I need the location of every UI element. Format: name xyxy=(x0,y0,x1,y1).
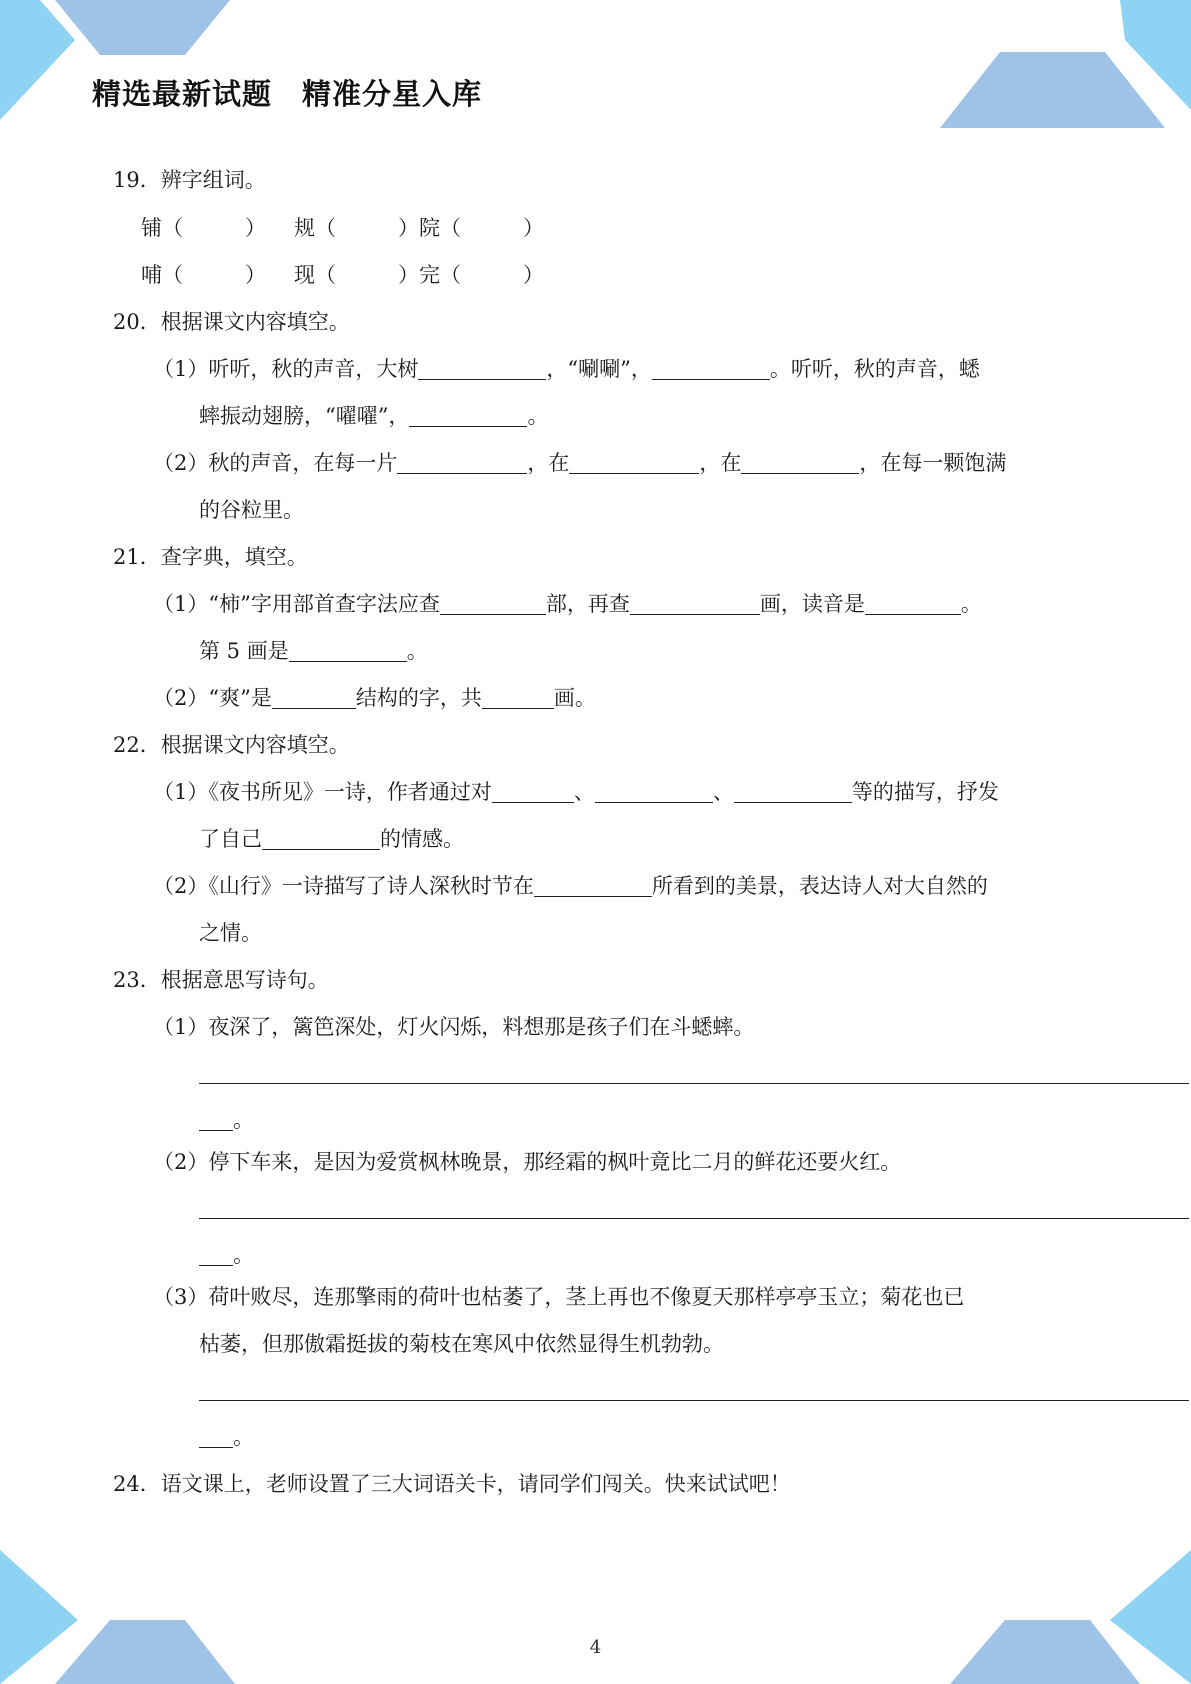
blank[interactable] xyxy=(418,357,546,380)
blank[interactable] xyxy=(397,451,527,474)
blank[interactable] xyxy=(652,357,770,380)
blank[interactable] xyxy=(595,780,713,803)
q22-part-2-cont: 之情。 xyxy=(199,921,262,945)
q22-part-2: （2）《山行》一诗描写了诗人深秋时节在 所看到的美景，表达诗人对大自然的 xyxy=(153,874,988,898)
blank[interactable] xyxy=(289,639,407,662)
blank[interactable] xyxy=(409,404,527,427)
answer-line-end: 。 xyxy=(199,1422,254,1452)
q20-part-2: （2）秋的声音，在每一片 ，在 ，在 ，在每一颗饱满 xyxy=(153,451,1007,475)
q22-title: 22．根据课文内容填空。 xyxy=(113,733,350,757)
q21-part-1: （1）“柿”字用部首查字法应查 部，再查 画，读音是 。 xyxy=(153,592,982,616)
answer-line[interactable] xyxy=(199,1400,1189,1401)
q19-title: 19．辨字组词。 xyxy=(113,168,266,192)
q21-title: 21．查字典，填空。 xyxy=(113,545,308,569)
answer-line[interactable] xyxy=(199,1083,1189,1084)
q20-part-2-cont: 的谷粒里。 xyxy=(199,498,304,522)
q19-row-1: 铺（ ） 规（ ）院（ ） xyxy=(141,216,544,240)
q22-part-1-cont: 了自己 的情感。 xyxy=(199,827,464,851)
q20-part-1-cont: 蟀振动翅膀，“嚁嚁”， 。 xyxy=(199,404,549,428)
blank[interactable] xyxy=(440,592,546,615)
q23-part-3-cont: 枯萎，但那傲霜挺拔的菊枝在寒风中依然显得生机勃勃。 xyxy=(199,1332,724,1356)
blank[interactable] xyxy=(272,686,356,709)
answer-line-end: 。 xyxy=(199,1105,254,1135)
q21-part-2: （2）“爽”是 结构的字，共 画。 xyxy=(153,686,596,710)
answer-line-end: 。 xyxy=(199,1240,254,1270)
blank[interactable] xyxy=(569,451,699,474)
q24-title: 24．语文课上，老师设置了三大词语关卡，请同学们闯关。快来试试吧！ xyxy=(113,1472,791,1496)
blank[interactable] xyxy=(741,451,859,474)
q23-part-1: （1）夜深了，篱笆深处，灯火闪烁，料想那是孩子们在斗蟋蟀。 xyxy=(153,1015,755,1039)
blank[interactable] xyxy=(262,827,380,850)
q19-row-2: 哺（ ） 现（ ）完（ ） xyxy=(141,263,544,287)
blank[interactable] xyxy=(199,1243,233,1266)
blank[interactable] xyxy=(630,592,760,615)
page-number: 4 xyxy=(589,1637,602,1658)
blank[interactable] xyxy=(865,592,961,615)
blank[interactable] xyxy=(534,874,652,897)
blank[interactable] xyxy=(734,780,852,803)
q20-title: 20．根据课文内容填空。 xyxy=(113,310,350,334)
q21-part-1-cont: 第 5 画是 。 xyxy=(199,639,428,663)
blank[interactable] xyxy=(482,686,554,709)
q23-title: 23．根据意思写诗句。 xyxy=(113,968,329,992)
blank[interactable] xyxy=(492,780,574,803)
header-title: 精选最新试题 精准分星入库 xyxy=(92,77,483,111)
q20-part-1: （1）听听，秋的声音，大树 ，“唰唰”， 。听听，秋的声音，蟋 xyxy=(153,357,980,381)
blank[interactable] xyxy=(199,1108,233,1131)
answer-line[interactable] xyxy=(199,1218,1189,1219)
blank[interactable] xyxy=(199,1425,233,1448)
corner-decoration-top xyxy=(0,0,1191,140)
q23-part-2: （2）停下车来，是因为爱赏枫林晚景，那经霜的枫叶竟比二月的鲜花还要火红。 xyxy=(153,1150,902,1174)
q22-part-1: （1）《夜书所见》一诗，作者通过对 、 、 等的描写，抒发 xyxy=(153,780,999,804)
corner-decoration-bottom xyxy=(0,1540,1191,1684)
q23-part-3: （3）荷叶败尽，连那擎雨的荷叶也枯萎了，茎上再也不像夏天那样亭亭玉立；菊花也已 xyxy=(153,1285,965,1309)
